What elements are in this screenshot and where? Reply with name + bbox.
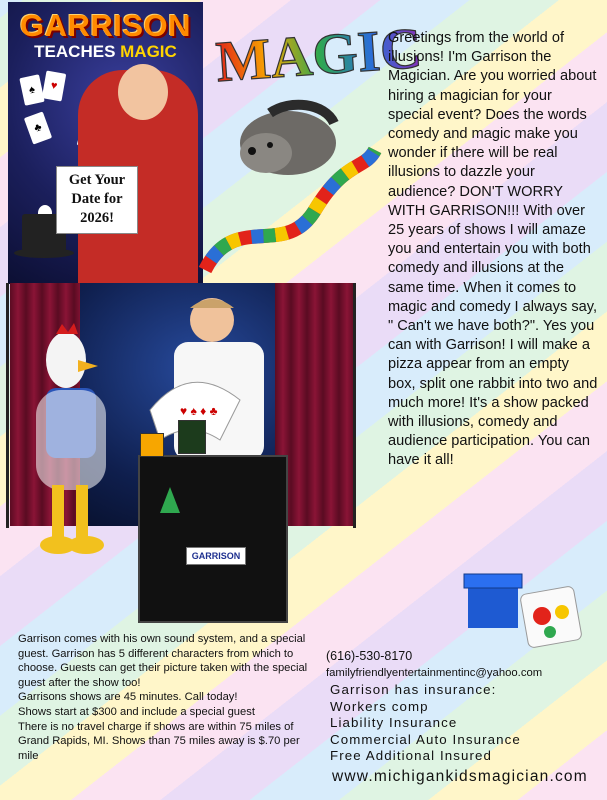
intro-paragraph: Greetings from the world of illusions! I'm Garrison the Magician. Are you worried about hiring a magician for your special event? Does the words comedy and magic make you wonder if there will be real illusions to dazzle your audience? DON'T WORRY WITH GARRISON!!! With over 25 years of shows I will amaze you and entertain you with both comedy and illusions at the same time. When it comes to magic and comedy I always say, " Can't we have both?". Yes you can with Garrison! I will make a pizza appear from an empty box, split one rabbit into two and much more! It's a show packed with illusions, comedy and audience participation. You can have it all! (388, 30, 598, 469)
table-label: GARRISON (186, 547, 246, 565)
insurance-item: Free Additional Insured (330, 748, 493, 764)
ace-heart-card-icon: ♥ (42, 70, 67, 101)
details-para-4: There is no travel charge if shows are within 75 miles of Grand Rapids, MI. Shows than 75 miles away is $.70 per mile (18, 720, 300, 762)
phone-number[interactable]: (616)-530-8170 (326, 649, 413, 663)
magic-logo (212, 15, 425, 95)
teaches-magic-poster (8, 2, 203, 284)
ace-spade-card-icon: ♠ (19, 74, 44, 106)
details-para-3: Shows start at $300 and include a special guest (18, 705, 255, 718)
magician-face (118, 64, 168, 120)
details-para-2: Garrisons shows are 45 minutes. Call today! (18, 691, 238, 704)
club-card-icon: ♣ (24, 111, 52, 144)
magic-logo-text: MAGIC (213, 15, 425, 95)
magic-table (138, 455, 288, 623)
email-address[interactable]: familyfriendlyentertainmentinc@yahoo.com (326, 667, 543, 679)
backdrop-stand-left (6, 283, 9, 528)
blue-box-icon (464, 570, 526, 632)
sign-line-1: Get Your (68, 172, 126, 188)
poster-title: GARRISON (19, 8, 192, 43)
orange-box-prop (140, 433, 164, 457)
chicken-character-icon (26, 320, 116, 560)
insurance-heading: Garrison has insurance: (330, 682, 497, 697)
details-para-1: Garrison comes with his own sound system, and a special guest. Garrison has 5 different characters from which to choose. Guests can get their picture taken with the special guest after the show too! (18, 633, 308, 689)
colored-die-icon (520, 586, 582, 648)
raccoon-puppet-icon (230, 95, 340, 185)
backdrop-stand-right (353, 283, 356, 528)
contact-block (326, 648, 604, 787)
magician-with-cards (150, 290, 280, 460)
poster-subtitle-magic: MAGIC (120, 42, 177, 61)
website-link[interactable]: www.michigankidsmagician.com (332, 767, 588, 785)
green-box-prop (178, 420, 206, 454)
insurance-item: Workers comp (330, 698, 429, 714)
insurance-item: Commercial Auto Insurance (330, 731, 521, 747)
sign-line-2: Date for (71, 191, 123, 207)
insurance-item: Liability Insurance (330, 715, 458, 731)
poster-subtitle-prefix: TEACHES (34, 42, 121, 61)
christmas-tree-icon (160, 487, 180, 513)
get-your-date-sign (56, 166, 138, 234)
poster-subtitle (8, 42, 203, 62)
show-details (18, 632, 318, 763)
top-hat-brim (14, 248, 74, 258)
svg-text:♥ ♠ ♦ ♣: ♥ ♠ ♦ ♣ (180, 404, 218, 418)
sign-line-3: 2026! (80, 210, 114, 226)
